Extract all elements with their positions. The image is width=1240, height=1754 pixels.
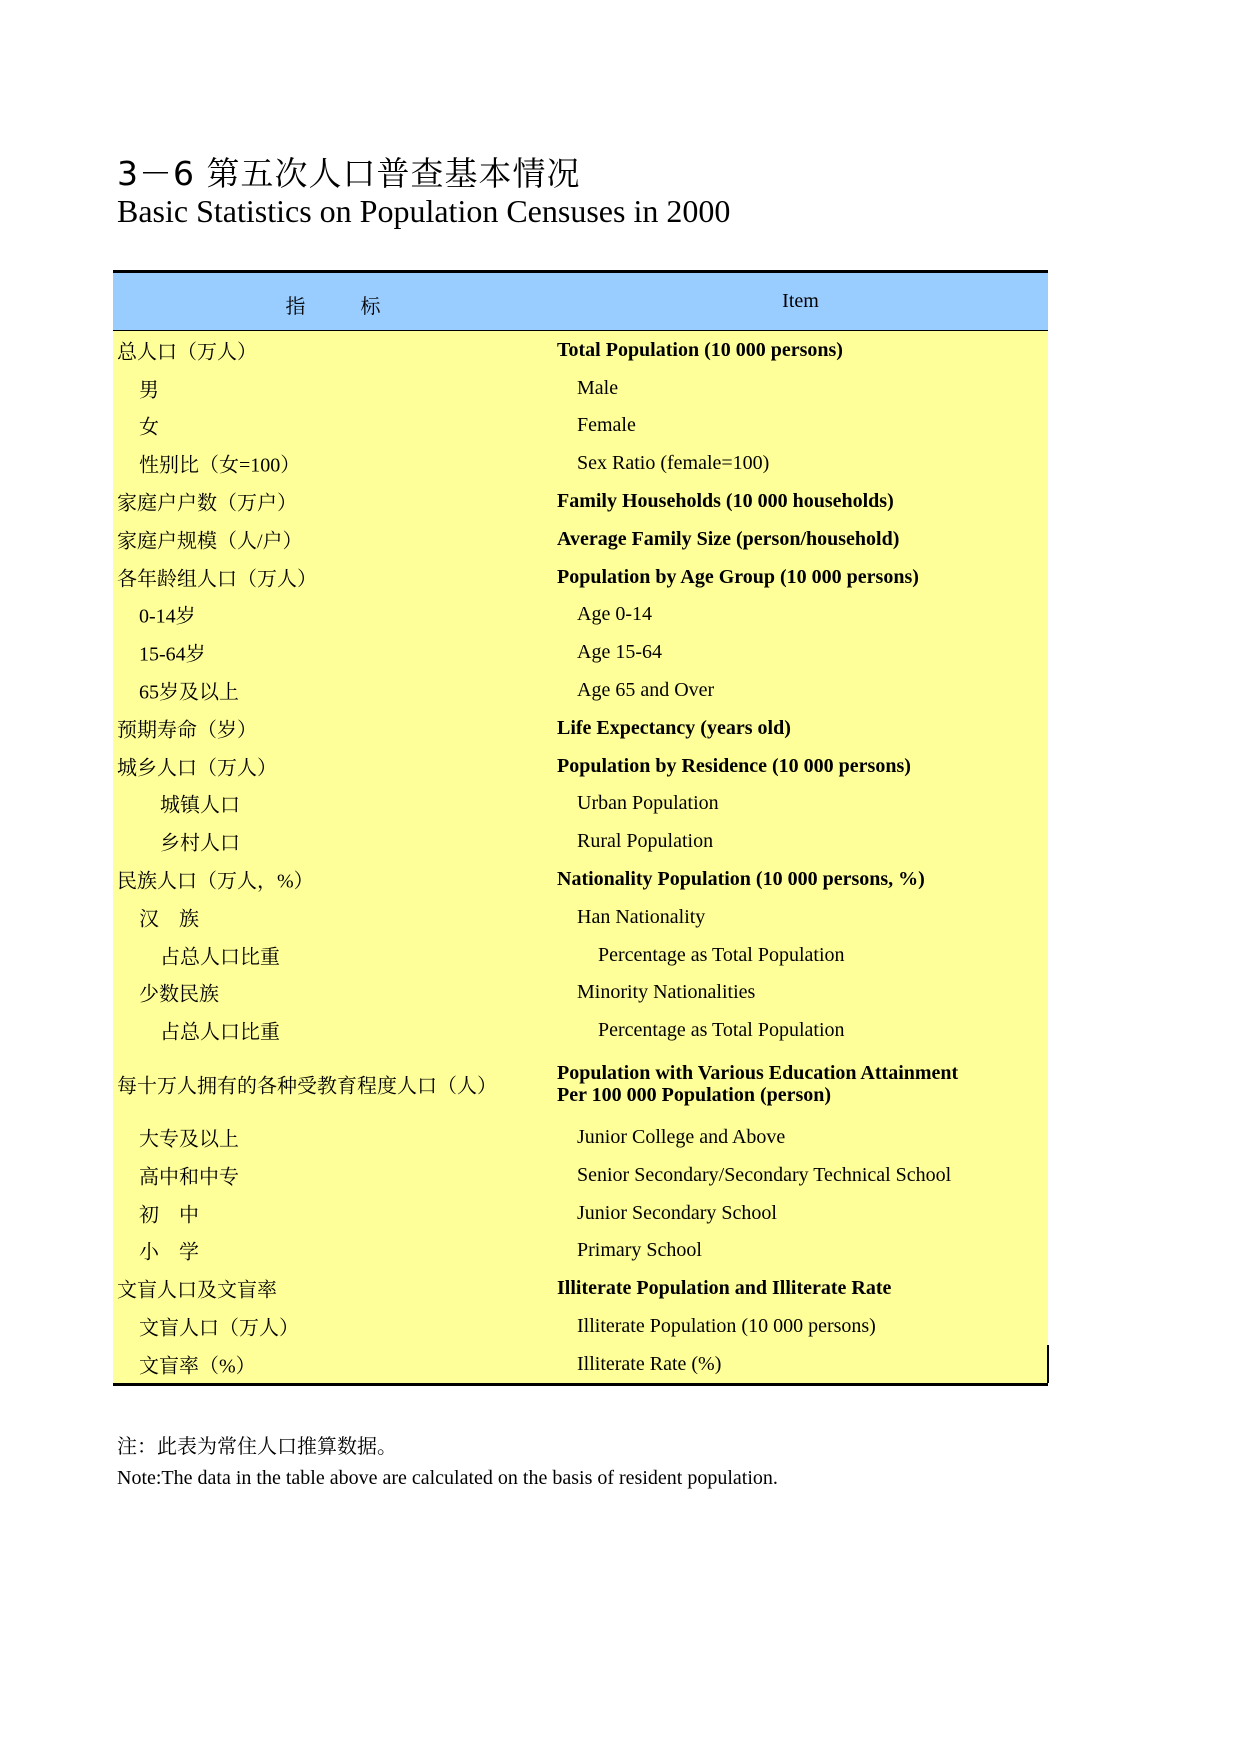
- row-label-en: Illiterate Population and Illiterate Rate: [557, 1277, 892, 1300]
- table-row: [113, 1269, 1048, 1307]
- row-label-en: Primary School: [577, 1239, 702, 1262]
- row-label-en: Rural Population: [577, 830, 714, 853]
- row-label-cn: 民族人口（万人，%）: [117, 870, 314, 893]
- table-body: [113, 331, 1048, 1386]
- statistics-table: [113, 270, 1048, 1386]
- table-row: [113, 936, 1048, 974]
- row-label-cn: 女: [139, 416, 159, 439]
- row-label-en: Total Population (10 000 persons): [557, 338, 843, 361]
- table-row: [113, 671, 1048, 709]
- row-label-cn: 15-64岁: [139, 643, 206, 666]
- row-label-cn: 性别比（女=100）: [139, 454, 301, 477]
- table-row: [113, 1345, 1048, 1383]
- row-label-en: Senior Secondary/Secondary Technical School: [577, 1163, 952, 1186]
- table-row: [113, 785, 1048, 823]
- row-label-cn: 文盲率（%）: [139, 1355, 256, 1378]
- row-label-cn: 各年龄组人口（万人）: [117, 568, 317, 591]
- row-label-en: Population with Various Education Attainment Per 100 000 Population (person): [557, 1061, 959, 1106]
- row-label-en: Junior College and Above: [577, 1126, 786, 1149]
- note-cn: 注：此表为常住人口推算数据。: [117, 1436, 397, 1458]
- row-label-cn: 初 中: [139, 1204, 199, 1227]
- row-label-en: Life Expectancy (years old): [557, 716, 791, 739]
- row-label-cn: 65岁及以上: [139, 681, 239, 704]
- note-en: Note:The data in the table above are calculated on the basis of resident population.: [117, 1467, 778, 1489]
- row-label-en: Family Households (10 000 households): [557, 490, 894, 513]
- row-label-en: Illiterate Population (10 000 persons): [577, 1315, 876, 1338]
- table-row: [113, 974, 1048, 1012]
- table-row: [113, 1011, 1048, 1049]
- row-label-cn: 预期寿命（岁）: [117, 719, 257, 742]
- table-row: [113, 331, 1048, 369]
- row-label-cn: 高中和中专: [139, 1166, 239, 1189]
- row-label-cn: 城镇人口: [160, 794, 240, 817]
- table-row: [113, 747, 1048, 785]
- row-label-en: Nationality Population (10 000 persons, %): [557, 868, 925, 891]
- table-row: [113, 860, 1048, 898]
- row-label-en: Age 15-64: [577, 641, 662, 664]
- row-label-cn: 占总人口比重: [160, 1021, 280, 1044]
- table-row: [113, 1307, 1048, 1345]
- table-row: [113, 444, 1048, 482]
- table-row: [113, 369, 1048, 407]
- table-row: [113, 1232, 1048, 1270]
- row-label-cn: 文盲人口及文盲率: [117, 1279, 277, 1302]
- row-label-en: Population by Age Group (10 000 persons): [557, 565, 919, 588]
- row-label-cn: 汉 族: [139, 908, 199, 931]
- table-header: [113, 270, 1048, 331]
- table-row: [113, 633, 1048, 671]
- row-label-cn: 城乡人口（万人）: [117, 757, 277, 780]
- row-label-en: Age 65 and Over: [577, 679, 715, 702]
- table-row: [113, 520, 1048, 558]
- row-label-en: Male: [577, 376, 619, 399]
- row-label-cn: 占总人口比重: [160, 946, 280, 969]
- page-title-cn: 3－6 第五次人口普查基本情况: [117, 154, 581, 193]
- row-label-cn: 文盲人口（万人）: [139, 1317, 299, 1340]
- row-label-en: Junior Secondary School: [577, 1201, 777, 1224]
- header-indicator-cn: 指 标: [285, 296, 381, 318]
- right-border-line: [1047, 1345, 1049, 1383]
- page-title-en: Basic Statistics on Population Censuses in 2000: [117, 193, 731, 229]
- table-row: [113, 482, 1048, 520]
- table-row: [113, 822, 1048, 860]
- row-label-cn: 家庭户规模（人/户）: [117, 530, 303, 553]
- row-label-en: Illiterate Rate (%): [577, 1352, 722, 1375]
- row-label-en: Population by Residence (10 000 persons): [557, 754, 911, 777]
- table-row: [113, 1156, 1048, 1194]
- table-row: [113, 407, 1048, 445]
- table-row: [113, 1194, 1048, 1232]
- row-label-en: Percentage as Total Population: [598, 1019, 845, 1042]
- row-label-cn: 大专及以上: [139, 1128, 239, 1151]
- table-row: [113, 898, 1048, 936]
- row-label-cn: 乡村人口: [160, 832, 240, 855]
- table-row: [113, 558, 1048, 596]
- row-label-en: Female: [577, 414, 636, 437]
- row-label-cn: 总人口（万人）: [117, 341, 257, 364]
- row-label-cn: 少数民族: [139, 983, 219, 1006]
- row-label-en: Percentage as Total Population: [598, 943, 845, 966]
- row-label-en: Han Nationality: [577, 905, 706, 928]
- table-row: [113, 1049, 1048, 1118]
- table-row: [113, 709, 1048, 747]
- row-label-cn: 家庭户户数（万户）: [117, 492, 297, 515]
- row-label-en: Minority Nationalities: [577, 981, 756, 1004]
- row-label-cn: 每十万人拥有的各种受教育程度人口（人）: [117, 1075, 497, 1098]
- row-label-en: Sex Ratio (female=100): [577, 452, 770, 475]
- table-row: [113, 1118, 1048, 1156]
- table-row: [113, 596, 1048, 634]
- row-label-cn: 男: [139, 379, 159, 402]
- row-label-en: Age 0-14: [577, 603, 652, 626]
- row-label-en: Average Family Size (person/household): [557, 527, 900, 550]
- row-label-en: Urban Population: [577, 792, 719, 815]
- row-label-cn: 小 学: [139, 1241, 199, 1264]
- row-label-cn: 0-14岁: [139, 605, 196, 628]
- header-item-en: Item: [782, 290, 819, 312]
